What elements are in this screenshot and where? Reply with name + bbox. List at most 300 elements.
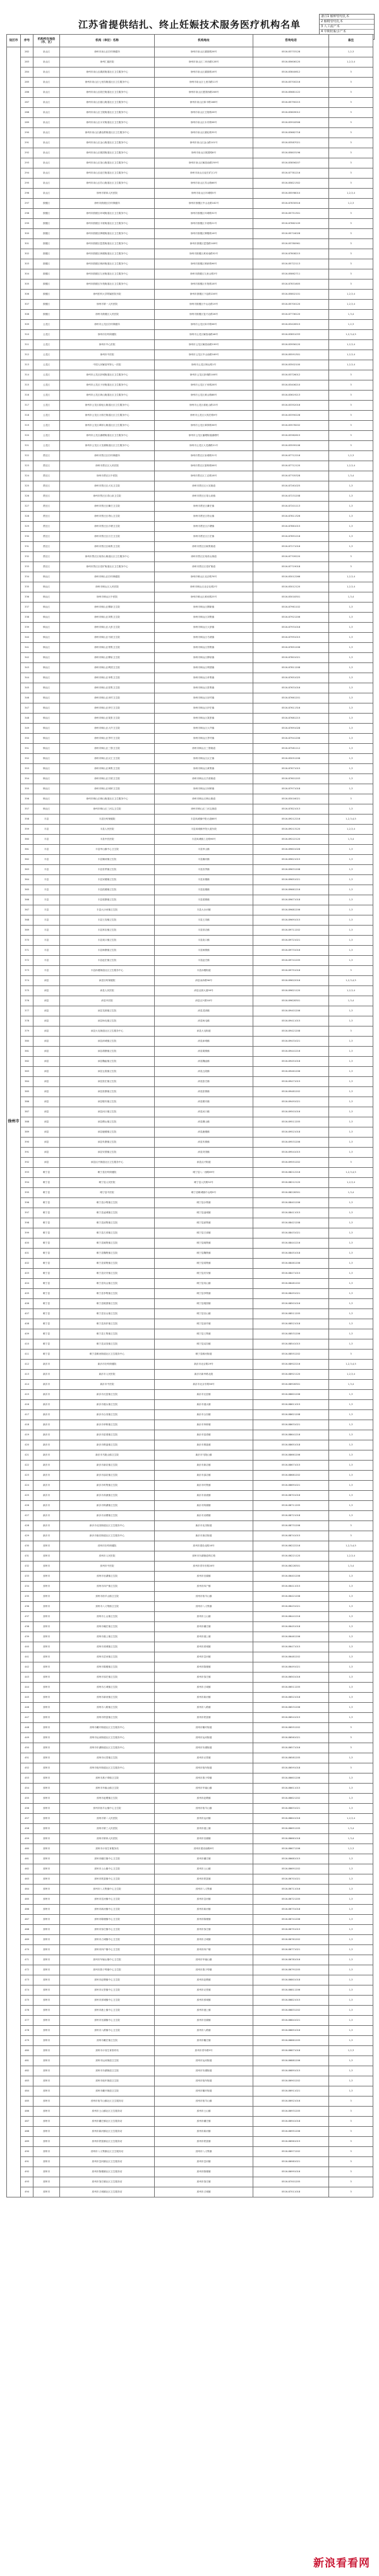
- cell-county: 云龙区: [33, 330, 60, 340]
- cell-phone: 0516-86841021: [253, 2016, 329, 2026]
- cell-no: 461: [21, 1854, 33, 1864]
- cell-no: 491: [21, 2157, 33, 2167]
- cell-address: 邳州市铁富镇: [155, 2137, 253, 2147]
- cell-remark: 1,3: [329, 915, 373, 926]
- cell-phone: 0516-86541015: [253, 1713, 329, 1723]
- table-row: [7, 1945, 373, 1955]
- cell-no: 323: [21, 461, 33, 471]
- cell-no: 489: [21, 2137, 33, 2147]
- table-row: [7, 1582, 373, 1592]
- cell-phone: 0516-86591018: [253, 1763, 329, 1773]
- cell-phone: 0516-83018301: [253, 592, 329, 603]
- cell-address: 徐州市铜山区黄集镇: [155, 764, 253, 774]
- cell-phone: 0516-86671206: [253, 1844, 329, 1854]
- cell-phone: 0516-88411015: [253, 1208, 329, 1218]
- table-row: [7, 431, 373, 441]
- cell-address: 邳州市宿羊山镇: [155, 1804, 253, 1814]
- cell-institution: 沛县栖山镇卫生院: [60, 1117, 155, 1127]
- cell-county: 贾汪区: [33, 502, 60, 512]
- cell-address: 新沂市双塘镇: [155, 1511, 253, 1521]
- cell-remark: 1,3: [329, 1016, 373, 1026]
- table-row: [7, 1188, 373, 1198]
- cell-county: 邳州市: [33, 1975, 60, 1985]
- cell-institution: 邳州市碾庄镇中心卫生院: [60, 1854, 155, 1864]
- cell-county: 丰县: [33, 895, 60, 905]
- cell-county: 邳州市: [33, 2167, 60, 2177]
- cell-phone: 0516-88541015: [253, 1339, 329, 1350]
- cell-remark: 1,3: [329, 1138, 373, 1148]
- cell-address: 邳州市赵墩镇: [155, 1975, 253, 1985]
- cell-remark: 1,3: [329, 1461, 373, 1471]
- cell-address: 徐州市泉山区解放南路259号: [155, 158, 253, 168]
- cell-no: 300: [21, 229, 33, 239]
- cell-county: 邳州市: [33, 1642, 60, 1652]
- cell-phone: 0516-88691021: [253, 1481, 329, 1491]
- cell-phone: 0516-83578202: [253, 421, 329, 431]
- cell-no: 333: [21, 562, 33, 572]
- cell-address: 新沂市合沟镇: [155, 1410, 253, 1420]
- cell-remark: 1,2,3,4,5: [329, 815, 373, 825]
- cell-phone: 0516-83840612: [253, 68, 329, 78]
- table-row: [7, 663, 373, 673]
- cell-institution: 邳州市赵墩镇卫生院: [60, 1794, 155, 1804]
- cell-remark: 1,3: [329, 2066, 373, 2076]
- cell-no: 481: [21, 2056, 33, 2066]
- cell-phone: 0516-88551202: [253, 1350, 329, 1360]
- table-row: [7, 320, 373, 330]
- cell-address: 邳州市八路镇: [155, 2026, 253, 2036]
- table-row: [7, 1491, 373, 1501]
- cell-no: 291: [21, 138, 33, 148]
- cell-remark: 3: [329, 219, 373, 229]
- cell-institution: 徐州仁慈医院: [60, 57, 155, 68]
- table-row: [7, 1723, 373, 1733]
- cell-county: 沛县: [33, 1097, 60, 1107]
- table-row: [7, 1218, 373, 1228]
- cell-phone: 0516-83609012: [253, 108, 329, 118]
- cell-no: 377: [21, 1006, 33, 1016]
- table-row: [7, 57, 373, 68]
- header-institution: 机构（单位）名称: [60, 35, 155, 47]
- cell-institution: 徐州市贾汪区老矿街道社区卫生服务中心: [60, 562, 155, 572]
- cell-remark: 3: [329, 1531, 373, 1541]
- cell-county: 云龙区: [33, 360, 60, 370]
- cell-institution: 邳州市港上镇卫生院: [60, 1632, 155, 1642]
- cell-no: 400: [21, 1238, 33, 1249]
- cell-county: 铜山区: [33, 623, 60, 633]
- table-row: [7, 1521, 373, 1531]
- cell-address: 徐州市泉山区湖北路35号: [155, 128, 253, 138]
- table-row: [7, 1299, 373, 1309]
- cell-address: 邳州市官湖镇: [155, 1572, 253, 1582]
- cell-no: 338: [21, 613, 33, 623]
- cell-phone: 0516-88661206: [253, 1450, 329, 1461]
- cell-phone: 0516-88731206: [253, 1521, 329, 1531]
- cell-institution: 徐州市铜山区黄集卫生院: [60, 764, 155, 774]
- cell-institution: 丰县赵庄镇卫生院: [60, 956, 155, 966]
- table-row: [7, 1612, 373, 1622]
- cell-remark: 1,3: [329, 1582, 373, 1592]
- cell-phone: 0516-88441216: [253, 1238, 329, 1249]
- cell-address: 徐州市贾汪区青山泉镇: [155, 491, 253, 502]
- cell-address: 徐州市贾汪区茱萸山街道: [155, 552, 253, 562]
- cell-phone: 0516-86821015: [253, 1996, 329, 2006]
- cell-address: 睢宁县高作镇: [155, 1319, 253, 1329]
- cell-remark: 1,3: [329, 1309, 373, 1319]
- cell-county: 睢宁县: [33, 1299, 60, 1309]
- cell-remark: 3: [329, 148, 373, 158]
- cell-institution: 邳州市四户镇中心卫生院: [60, 1945, 155, 1955]
- cell-address: 丰县范楼镇: [155, 885, 253, 895]
- cell-county: 丰县: [33, 966, 60, 976]
- cell-no: 284: [21, 68, 33, 78]
- cell-institution: 徐州市鼓楼区人民医院: [60, 310, 155, 320]
- cell-remark: 1,3: [329, 1006, 373, 1016]
- cell-institution: 丰县常店镇卫生院: [60, 926, 155, 936]
- cell-institution: 邳州市八路镇卫生院: [60, 1703, 155, 1713]
- cell-address: 丰县赵庄镇: [155, 956, 253, 966]
- cell-institution: 徐州市贾汪区人民医院: [60, 461, 155, 471]
- cell-no: 469: [21, 1935, 33, 1945]
- cell-no: 492: [21, 2167, 33, 2177]
- cell-phone: 0516-85700120: [253, 300, 329, 310]
- cell-no: 444: [21, 1683, 33, 1693]
- cell-institution: 新沂市妇幼保健院: [60, 1360, 155, 1370]
- cell-county: 沛县: [33, 1138, 60, 1148]
- cell-institution: 新沂市时集镇卫生院: [60, 1481, 155, 1491]
- cell-institution: 邳州市铁富镇中心卫生院: [60, 1874, 155, 1885]
- table-row: [7, 885, 373, 895]
- cell-institution: 邳州市宿羊山镇社区卫生服务站: [60, 2097, 155, 2107]
- cell-phone: 0516-88928301: [253, 1380, 329, 1390]
- cell-remark: 1,3: [329, 1057, 373, 1067]
- cell-phone: 0516-89751018: [253, 966, 329, 976]
- cell-phone: 0516-85802101: [253, 290, 329, 300]
- table-row: [7, 269, 373, 279]
- cell-remark: 1,3: [329, 1450, 373, 1461]
- cell-institution: 徐州市贾汪区茱萸山街道社区卫生服务中心: [60, 552, 155, 562]
- cell-county: 邳州市: [33, 1915, 60, 1925]
- cell-phone: 0516-86741206: [253, 1915, 329, 1925]
- cell-county: 丰县: [33, 825, 60, 835]
- cell-address: 徐州市泉山区永安路58号: [155, 118, 253, 128]
- cell-phone: 0516-86961015: [253, 2137, 329, 2147]
- cell-remark: 1,2,3: [329, 451, 373, 461]
- table-row: [7, 926, 373, 936]
- cell-remark: 3: [329, 1521, 373, 1531]
- cell-institution: 睢宁县梁集镇卫生院: [60, 1259, 155, 1269]
- cell-county: 邳州市: [33, 1662, 60, 1673]
- cell-no: 347: [21, 703, 33, 714]
- cell-no: 310: [21, 330, 33, 340]
- cell-county: 睢宁县: [33, 1249, 60, 1259]
- cell-institution: 丰县妇幼保健院: [60, 815, 155, 825]
- cell-remark: 1,2,3,4,5: [329, 1360, 373, 1370]
- cell-phone: 0516-83382615: [253, 431, 329, 441]
- cell-remark: 1,2,3,4: [329, 57, 373, 68]
- cell-institution: 邳州市岔河镇社区卫生服务站: [60, 2157, 155, 2167]
- table-row: [7, 895, 373, 905]
- cell-remark: 3: [329, 108, 373, 118]
- cell-remark: 3: [329, 2177, 373, 2187]
- cell-address: 丰县凤城镇工农路96号: [155, 835, 253, 845]
- cell-county: 铜山区: [33, 613, 60, 623]
- cell-no: 397: [21, 1208, 33, 1218]
- cell-institution: 邳州市第二人民医院: [60, 1814, 155, 1824]
- cell-address: 徐州市云龙区解放南路46号: [155, 330, 253, 340]
- cell-phone: 0516-88401206: [253, 1198, 329, 1208]
- cell-address: 徐州市铜山区北京路76号: [155, 572, 253, 582]
- cell-county: 邳州市: [33, 2117, 60, 2127]
- cell-phone: 0516-86861205: [253, 2036, 329, 2046]
- cell-institution: 丰县大沙河镇卫生院: [60, 905, 155, 915]
- cell-phone: 0516-88421208: [253, 1218, 329, 1228]
- cell-institution: 丰县孙楼街道社区卫生服务中心: [60, 966, 155, 976]
- cell-no: 448: [21, 1723, 33, 1733]
- cell-remark: 1,2,3,4: [329, 582, 373, 592]
- cell-county: 邳州市: [33, 1652, 60, 1662]
- cell-no: 407: [21, 1309, 33, 1319]
- cell-county: 鼓楼区: [33, 310, 60, 320]
- cell-institution: 徐州市贾汪区耿集卫生院: [60, 542, 155, 552]
- cell-institution: 新沂市新店镇卫生院: [60, 1461, 155, 1471]
- cell-address: 邳州市岔河镇: [155, 2157, 253, 2167]
- cell-remark: 1,2,3,4: [329, 1551, 373, 1561]
- cell-institution: 邳州市戴圩街道卫生院: [60, 2086, 155, 2097]
- cell-county: 邳州市: [33, 1703, 60, 1713]
- cell-no: 348: [21, 714, 33, 724]
- cell-no: 370: [21, 936, 33, 946]
- cell-institution: 睢宁县魏集镇卫生院: [60, 1249, 155, 1259]
- cell-remark: 1,3: [329, 2026, 373, 2036]
- cell-county: 新沂市: [33, 1390, 60, 1400]
- cell-phone: 0516-88531206: [253, 1329, 329, 1339]
- cell-no: 355: [21, 784, 33, 794]
- cell-address: 徐州市云龙区中山南路169号: [155, 350, 253, 360]
- cell-address: 沛县龙固镇: [155, 1006, 253, 1016]
- cell-phone: 0516-86801018: [253, 1975, 329, 1985]
- cell-no: 422: [21, 1461, 33, 1471]
- cell-county: 新沂市: [33, 1360, 60, 1370]
- cell-address: 邳州市宿羊山镇: [155, 2097, 253, 2107]
- cell-county: 邳州市: [33, 1945, 60, 1955]
- cell-address: 新沂市北京路29号: [155, 1360, 253, 1370]
- cell-no: 395: [21, 1188, 33, 1198]
- cell-county: 沛县: [33, 1047, 60, 1057]
- cell-address: 邳州市戴圩街道: [155, 2086, 253, 2097]
- cell-phone: 0516-88511205: [253, 1309, 329, 1319]
- table-row: [7, 905, 373, 915]
- cell-phone: 0516-85803196: [253, 148, 329, 158]
- cell-no: 482: [21, 2066, 33, 2076]
- cell-county: 邳州市: [33, 1844, 60, 1854]
- cell-remark: 1,2,3: [329, 320, 373, 330]
- cell-phone: 0516-86441216: [253, 1612, 329, 1622]
- cell-no: 423: [21, 1471, 33, 1481]
- cell-county: 铜山区: [33, 764, 60, 774]
- table-row: [7, 855, 373, 865]
- cell-institution: 徐州市铜山区马坡卫生院: [60, 633, 155, 643]
- cell-no: 441: [21, 1652, 33, 1662]
- cell-remark: 1,3: [329, 764, 373, 774]
- table-row: [7, 1541, 373, 1551]
- cell-institution: 沛县杨屯镇卫生院: [60, 1016, 155, 1026]
- cell-county: 睢宁县: [33, 1218, 60, 1228]
- cell-county: 鼓楼区: [33, 290, 60, 300]
- cell-no: 322: [21, 451, 33, 461]
- cell-county: 新沂市: [33, 1471, 60, 1481]
- cell-county: 邳州市: [33, 1763, 60, 1773]
- cell-phone: 0516-87811208: [253, 663, 329, 673]
- cell-no: 369: [21, 926, 33, 936]
- table-row: [7, 1450, 373, 1461]
- cell-institution: 徐州市贾汪区塔山卫生院: [60, 512, 155, 522]
- cell-address: 丰县顺河镇: [155, 855, 253, 865]
- table-row: [7, 1319, 373, 1329]
- cell-county: 贾汪区: [33, 522, 60, 532]
- cell-remark: 1,3: [329, 926, 373, 936]
- cell-institution: 邳州市邹庄镇社区卫生服务站: [60, 2177, 155, 2187]
- cell-remark: 1,3: [329, 1279, 373, 1289]
- cell-county: 铜山区: [33, 703, 60, 714]
- cell-no: 306: [21, 290, 33, 300]
- table-row: [7, 451, 373, 461]
- cell-no: 290: [21, 128, 33, 138]
- cell-remark: 3: [329, 78, 373, 88]
- cell-no: 359: [21, 825, 33, 835]
- cell-institution: 徐州市云龙区黄山街道社区卫生服务中心: [60, 391, 155, 401]
- cell-remark: 1,3: [329, 1773, 373, 1784]
- cell-no: 374: [21, 976, 33, 986]
- cell-county: 邳州市: [33, 1834, 60, 1844]
- table-row: [7, 683, 373, 693]
- cell-address: 新沂市草桥镇: [155, 1420, 253, 1430]
- cell-institution: 徐州市第四人民医院: [60, 189, 155, 199]
- cell-institution: 睢宁县高作镇卫生院: [60, 1319, 155, 1329]
- cell-county: 沛县: [33, 1158, 60, 1168]
- table-row: [7, 1733, 373, 1743]
- cell-address: 睢宁县梁集镇: [155, 1259, 253, 1269]
- cell-remark: 1,3: [329, 1874, 373, 1885]
- table-row: [7, 915, 373, 926]
- table-row: [7, 542, 373, 552]
- cell-county: 铜山区: [33, 633, 60, 643]
- cell-no: 490: [21, 2147, 33, 2157]
- cell-remark: 1,3: [329, 653, 373, 663]
- cell-institution: 徐州市云龙区翠屏山街道社区卫生服务中心: [60, 421, 155, 431]
- cell-institution: 邳州市新河镇卫生院: [60, 1693, 155, 1703]
- cell-remark: 1,3,4: [329, 1834, 373, 1844]
- cell-no: 464: [21, 1885, 33, 1895]
- cell-institution: 徐州市第一人民医院: [60, 300, 155, 310]
- cell-address: 沛县栖山镇: [155, 1117, 253, 1127]
- cell-remark: 1,3: [329, 1289, 373, 1299]
- table-row: [7, 330, 373, 340]
- table-row: [7, 744, 373, 754]
- cell-no: 314: [21, 370, 33, 380]
- cell-phone: 0516-86831202: [253, 2006, 329, 2016]
- table-row: [7, 633, 373, 643]
- cell-county: 邳州市: [33, 1996, 60, 2006]
- table-row: [7, 1238, 373, 1249]
- cell-county: 云龙区: [33, 441, 60, 451]
- cell-institution: 徐州市妇幼保健院: [60, 330, 155, 340]
- cell-remark: 1,3: [329, 1339, 373, 1350]
- cell-no: 349: [21, 724, 33, 734]
- cell-county: 邳州市: [33, 2127, 60, 2137]
- cell-address: 睢宁县人民路52号: [155, 1178, 253, 1188]
- cell-address: 邳州市铁富镇: [155, 1713, 253, 1723]
- cell-no: 366: [21, 895, 33, 905]
- table-row: [7, 693, 373, 703]
- cell-no: 401: [21, 1249, 33, 1259]
- cell-no: 479: [21, 2036, 33, 2046]
- cell-institution: 徐州市铜山区吕梁卫生院: [60, 774, 155, 784]
- cell-no: 452: [21, 1763, 33, 1773]
- cell-county: 邳州市: [33, 2147, 60, 2157]
- cell-institution: 沛县龙固镇卫生院: [60, 1006, 155, 1016]
- cell-institution: 沛县张寨镇卫生院: [60, 1087, 155, 1097]
- cell-county: 铜山区: [33, 714, 60, 724]
- cell-address: 徐州市贾汪区紫庄镇: [155, 502, 253, 512]
- cell-phone: 0516-87862109: [253, 219, 329, 229]
- cell-remark: 3: [329, 279, 373, 290]
- cell-address: 丰县王沟镇: [155, 915, 253, 926]
- cell-no: 436: [21, 1602, 33, 1612]
- table-row: [7, 2137, 373, 2147]
- cell-institution: 徐州市铜山区房村卫生院: [60, 693, 155, 703]
- cell-county: 泉山区: [33, 57, 60, 68]
- cell-institution: 沛县汉兴街道社区卫生服务中心: [60, 1158, 155, 1168]
- cell-remark: 3: [329, 179, 373, 189]
- cell-institution: 新沂市邵店镇卫生院: [60, 1471, 155, 1481]
- cell-address: 邳州市车辐山镇: [155, 1955, 253, 1965]
- cell-no: 494: [21, 2187, 33, 2197]
- cell-no: 312: [21, 350, 33, 360]
- cell-institution: 邳州市计划生育服务站: [60, 1844, 155, 1854]
- cell-institution: 邳州市港上镇中心卫生院: [60, 2006, 155, 2016]
- cell-address: 睢宁县双沟镇: [155, 1339, 253, 1350]
- cell-county: 邳州市: [33, 1814, 60, 1824]
- cell-phone: 0516-89621120: [253, 986, 329, 996]
- cell-county: 鼓楼区: [33, 199, 60, 209]
- cell-address: 邳州市运河街道: [155, 2056, 253, 2066]
- table-row: [7, 1471, 373, 1481]
- cell-address: 徐州市泉山区金山路101号: [155, 138, 253, 148]
- cell-remark: 3: [329, 229, 373, 239]
- table-row: [7, 1814, 373, 1824]
- cell-county: 贾汪区: [33, 512, 60, 522]
- cell-address: 睢宁县庆安镇: [155, 1269, 253, 1279]
- cell-phone: 0516-86228301: [253, 1561, 329, 1572]
- table-row: [7, 1673, 373, 1683]
- cell-no: 296: [21, 189, 33, 199]
- cell-address: 邳州市新河镇: [155, 1693, 253, 1703]
- cell-remark: 1,3: [329, 1713, 373, 1723]
- cell-address: 丰县宋楼镇: [155, 875, 253, 885]
- cell-institution: 丰县华山镇中心卫生院: [60, 845, 155, 855]
- table-row: [7, 47, 373, 57]
- cell-remark: 1,3: [329, 1784, 373, 1794]
- table-row: [7, 179, 373, 189]
- cell-remark: 1,3: [329, 542, 373, 552]
- cell-address: 邳州市港上镇: [155, 2006, 253, 2016]
- header-city: 设区市: [7, 35, 21, 47]
- cell-county: 泉山区: [33, 138, 60, 148]
- cell-phone: 0516-89661216: [253, 885, 329, 895]
- cell-phone: 0516-87231208: [253, 491, 329, 502]
- cell-county: 邳州市: [33, 2026, 60, 2036]
